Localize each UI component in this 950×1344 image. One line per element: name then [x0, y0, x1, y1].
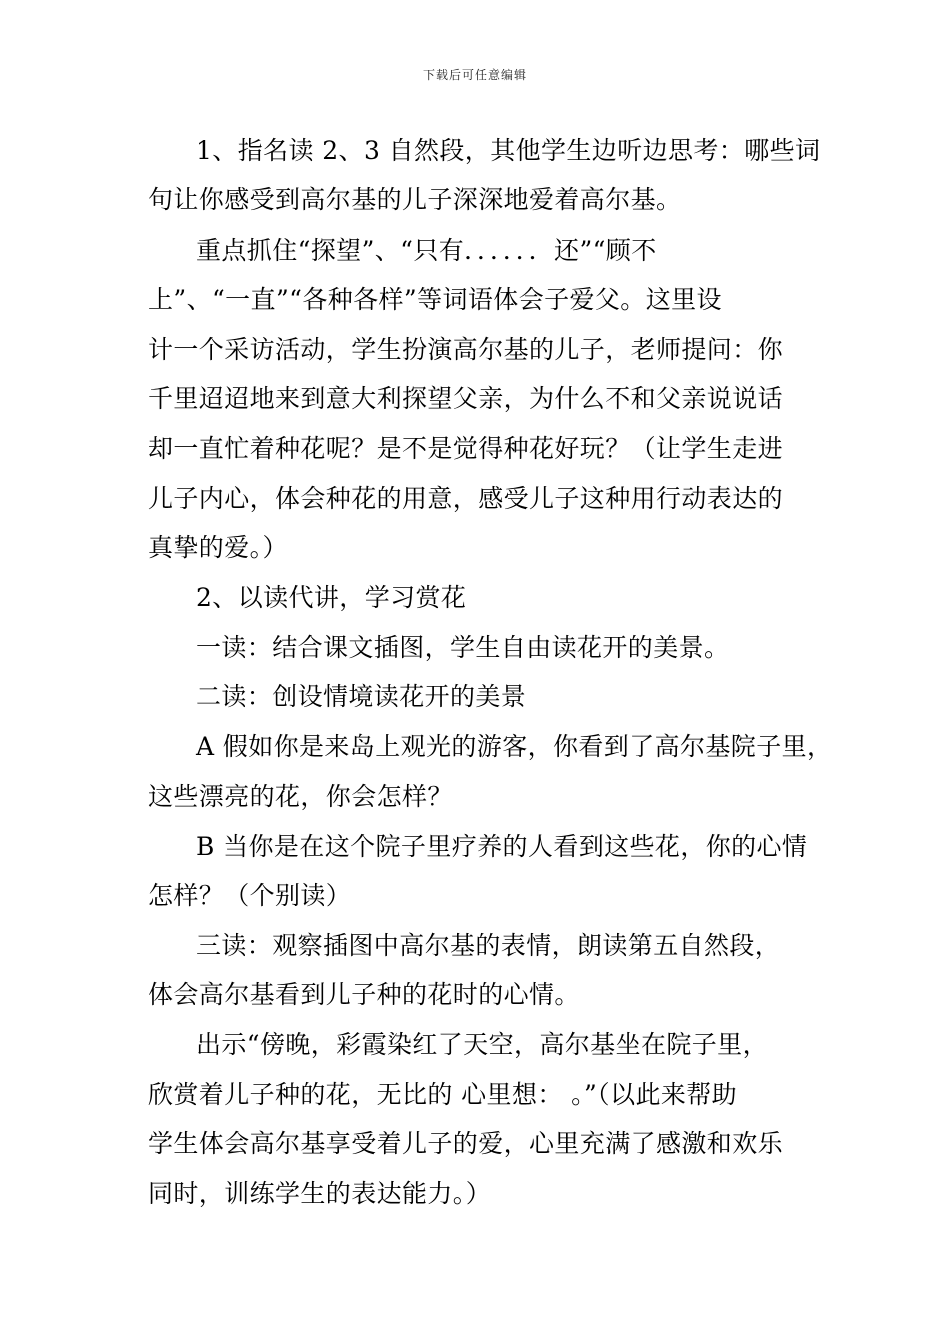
text-line: 一读：结合课文插图，学生自由读花开的美景。 [196, 633, 730, 662]
page-header: 下载后可任意编辑 [422, 68, 527, 82]
text-line: 千里迢迢地来到意大利探望父亲，为什么不和父亲说说话 [148, 384, 784, 413]
text-line: 计一个采访活动，学生扮演高尔基的儿子，老师提问：你 [148, 335, 784, 364]
text-line: 怎样？（个别读） [148, 881, 352, 910]
text-line: 同时，训练学生的表达能力。） [148, 1179, 492, 1208]
text-line: 2、以读代讲，学习赏花 [196, 583, 467, 612]
text-line: 句让你感受到高尔基的儿子深深地爱着高尔基。 [148, 185, 682, 214]
text-line: A 假如你是来岛上观光的游客，你看到了高尔基院子里， [196, 732, 833, 761]
text-line: 上”、“一直”“各种各样”等词语体会子爱父。这里设 [148, 285, 722, 314]
text-line: B 当你是在这个院子里疗养的人看到这些花，你的心情 [196, 832, 808, 861]
text-line: 这些漂亮的花，你会怎样？ [148, 782, 453, 811]
text-line: 真挚的爱。） [148, 533, 288, 562]
text-line: 欣赏着儿子种的花，无比的 心里想： 。”（以此来帮助 [148, 1080, 738, 1109]
text-line: 儿子内心，体会种花的用意，感受儿子这种用行动表达的 [148, 484, 784, 513]
text-line: 体会高尔基看到儿子种的花时的心情。 [148, 980, 580, 1009]
text-line: 重点抓住“探望”、“只有．．．．．．还”“顾不 [196, 236, 657, 265]
text-line: 出示“傍晚，彩霞染红了天空，高尔基坐在院子里， [196, 1030, 768, 1059]
text-line: 却一直忙着种花呢？是不是觉得种花好玩？（让学生走进 [148, 434, 784, 463]
text-line: 1、指名读 2、3 自然段，其他学生边听边思考：哪些词 [196, 136, 821, 165]
text-line: 三读：观察插图中高尔基的表情，朗读第五自然段， [196, 931, 781, 960]
text-line: 学生体会高尔基享受着儿子的爱，心里充满了感激和欢乐 [148, 1129, 784, 1158]
text-line: 二读：创设情境读花开的美景 [196, 682, 527, 711]
